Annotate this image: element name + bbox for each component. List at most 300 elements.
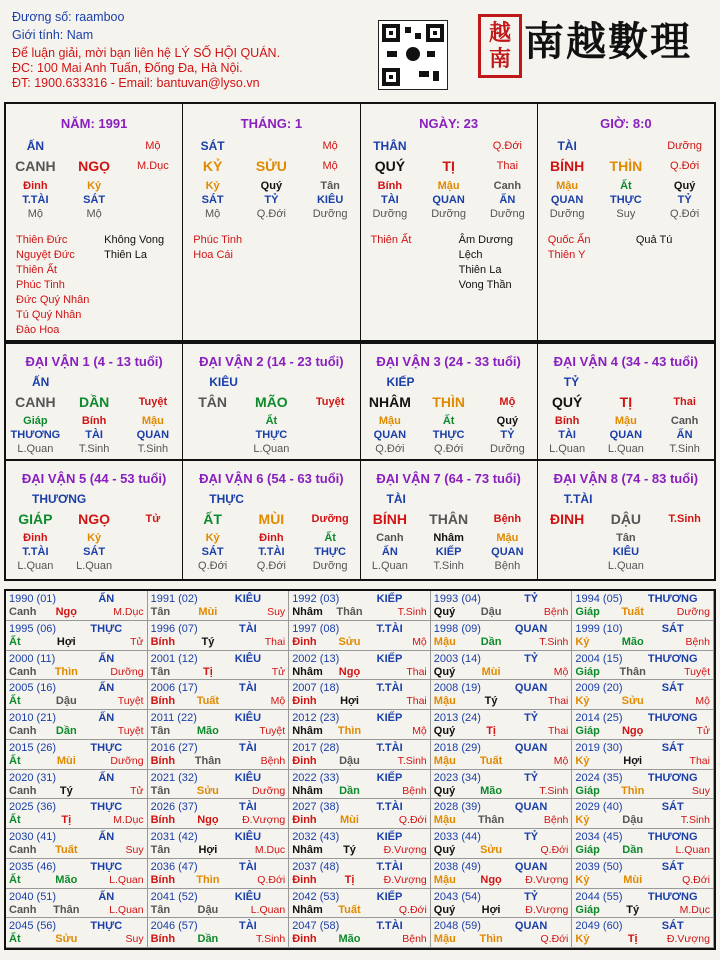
- stem-branch-line: [6, 844, 147, 857]
- year-label: 2048 (59): [433, 920, 481, 933]
- year-label: 2041 (52): [150, 890, 198, 903]
- year-line: [431, 710, 572, 725]
- hidden-stem: Canh: [670, 415, 699, 427]
- stem-branch-line: [289, 874, 430, 887]
- hidden-god: ẤN: [499, 194, 516, 206]
- hidden-state: Dưỡng: [489, 443, 525, 455]
- year-label: 1994 (05): [575, 593, 623, 605]
- year-line: [431, 859, 572, 874]
- stem: Kỷ: [575, 695, 590, 708]
- state: Bệnh: [685, 635, 710, 648]
- year-label: 1995 (06): [9, 622, 57, 635]
- branch: Tuất: [55, 844, 78, 856]
- star-list: [6, 233, 182, 338]
- dai-van-title: ĐẠI VẬN 4 (34 - 43 tuổi): [553, 354, 699, 369]
- hidden-stem: Đinh: [23, 532, 48, 544]
- stem: Mậu: [433, 695, 456, 708]
- stem-branch-line: [431, 904, 572, 917]
- year-cell: [6, 829, 148, 859]
- branch: Sửu: [55, 933, 78, 946]
- hidden-god: TỶ: [264, 194, 279, 206]
- hidden-god: KIẾP: [435, 546, 462, 558]
- state: L.Quan: [250, 903, 286, 916]
- star-item: Không Vong: [104, 234, 165, 246]
- year-line: [148, 770, 289, 785]
- year-label: 2000 (11): [9, 652, 56, 665]
- hidden-stems: [361, 531, 537, 545]
- ten-god-row: [6, 375, 182, 389]
- ten-god: SÁT: [661, 860, 684, 873]
- ten-god: TÀI: [239, 920, 257, 933]
- branch: Dậu: [622, 814, 644, 827]
- branch: Tuất: [338, 903, 361, 916]
- hidden-stems: [538, 179, 714, 193]
- dai-van-8: [538, 461, 714, 579]
- stem-branch-line: [431, 695, 572, 708]
- stem-branch-line: [289, 904, 430, 917]
- stem: Giáp: [575, 903, 600, 916]
- year-label: 2010 (21): [9, 712, 57, 724]
- year-line: [289, 770, 430, 785]
- ten-god: TÀI: [239, 801, 257, 814]
- branch: Dần: [480, 635, 502, 648]
- year-cell: [431, 680, 573, 710]
- year-line: [6, 651, 147, 666]
- hidden-god: THỰC: [610, 194, 642, 206]
- year-line: [289, 710, 430, 725]
- year-cell: [148, 651, 290, 681]
- state: T.Sinh: [397, 606, 427, 618]
- stem: Ất: [9, 933, 21, 946]
- ten-god: SÁT: [661, 741, 684, 754]
- ten-god: KIẾP: [376, 593, 403, 605]
- hidden-state: Suy: [616, 208, 636, 220]
- ten-god: T.TÀI: [376, 920, 403, 933]
- stem: Canh: [9, 606, 37, 618]
- ten-god: SÁT: [661, 920, 684, 933]
- stem-branch-line: [289, 695, 430, 708]
- brand-logo: 南越數理: [524, 18, 692, 65]
- state: Tuyệt: [117, 725, 144, 737]
- hidden-stem: Kỷ: [205, 180, 220, 192]
- stem-branch-line: [572, 844, 713, 857]
- ten-god: THƯƠNG: [647, 652, 698, 665]
- ten-god: ẤN: [26, 139, 45, 153]
- hidden-stem: Ất: [324, 532, 336, 544]
- year-cell: [572, 859, 714, 889]
- year-line: [289, 889, 430, 904]
- branch: Dậu: [197, 903, 219, 916]
- year-line: [6, 680, 147, 695]
- branch: THÌN: [432, 394, 465, 410]
- state: Mộ: [499, 396, 516, 408]
- four-pillars: [4, 102, 716, 342]
- branch: Mùi: [623, 873, 643, 886]
- ten-god: TỶ: [563, 375, 580, 389]
- star-item: Đức Quý Nhân: [16, 294, 90, 306]
- state: M.Dục: [113, 814, 144, 827]
- state: L.Quan: [675, 844, 710, 856]
- hidden-god: [301, 428, 360, 442]
- star-item: Quả Tú: [635, 234, 673, 246]
- year-cell: [289, 799, 431, 829]
- ten-god: KIÊU: [234, 652, 262, 665]
- state: Đ.Vượng: [383, 844, 427, 856]
- spacer: [65, 139, 124, 153]
- hidden-stems: [538, 414, 714, 428]
- ten-god: THỰC: [209, 492, 244, 506]
- year-line: [431, 621, 572, 636]
- stem-branch-line: [289, 636, 430, 649]
- stem-branch-line: [6, 695, 147, 708]
- stem: Đinh: [292, 695, 317, 708]
- hidden-stem: Quý: [673, 180, 696, 192]
- stem: Tân: [150, 665, 171, 678]
- year-line: [148, 829, 289, 844]
- hidden-state: Q.Đới: [434, 443, 464, 455]
- state: Dưỡng: [667, 140, 702, 152]
- state: M.Dục: [113, 606, 144, 618]
- dai-van-row-2: [4, 459, 716, 581]
- stem-branch-row: [361, 159, 537, 173]
- hidden-states: [361, 442, 537, 456]
- hidden-states: [183, 559, 359, 573]
- state: Tử: [696, 725, 710, 737]
- stem-branch-row: [538, 395, 714, 409]
- hidden-stem: Tân: [616, 532, 636, 544]
- year-cell: [6, 859, 148, 889]
- state: Q.Đới: [682, 873, 710, 886]
- hidden-stem: Mậu: [614, 415, 637, 427]
- stem-branch-line: [572, 814, 713, 827]
- stem: Mậu: [433, 635, 456, 648]
- state: Tuyệt: [117, 695, 144, 708]
- year-label: 2040 (51): [9, 890, 57, 903]
- stem-branch-line: [148, 755, 289, 768]
- hidden-stem: Kỷ: [87, 532, 102, 544]
- state: Mộ: [553, 665, 569, 678]
- hidden-state: Dưỡng: [489, 208, 525, 220]
- stem: Quý: [433, 606, 456, 618]
- header-info: [12, 10, 280, 91]
- branch: Mão: [338, 933, 361, 946]
- stem-branch-line: [6, 933, 147, 946]
- branch: Dậu: [480, 606, 502, 618]
- branch: Tý: [343, 844, 356, 856]
- stem: Mậu: [433, 933, 456, 946]
- branch: SỬU: [255, 158, 287, 174]
- branch: Ngọ: [55, 606, 77, 618]
- ten-god: KIẾP: [376, 652, 403, 665]
- stem: Mậu: [433, 814, 456, 827]
- hidden-states: [183, 207, 359, 221]
- stem: ẤT: [203, 511, 222, 527]
- state: Suy: [125, 933, 144, 946]
- hidden-god: T.TÀI: [22, 546, 49, 558]
- branch: Sửu: [621, 695, 644, 708]
- state: Tử: [145, 513, 161, 525]
- state: Suy: [267, 606, 286, 618]
- ten-god: KIÊU: [234, 712, 262, 724]
- hidden-god: ẤN: [676, 429, 693, 441]
- year-cell: [289, 889, 431, 919]
- year-cell: [572, 680, 714, 710]
- branch: Dần: [55, 725, 77, 737]
- state: Đ.Vượng: [242, 814, 286, 827]
- hidden-state: T.Sinh: [433, 560, 464, 572]
- year-cell: [572, 889, 714, 919]
- stem-branch-line: [572, 666, 713, 679]
- year-line: [148, 799, 289, 814]
- stem: Mậu: [433, 754, 456, 767]
- year-label: 1997 (08): [292, 622, 340, 635]
- year-label: 2034 (45): [575, 831, 623, 843]
- state: Đ.Vượng: [525, 903, 569, 916]
- hidden-state: Q.Đới: [670, 208, 700, 220]
- year-line: [148, 889, 289, 904]
- branch: Tý: [626, 903, 640, 916]
- state: Q.Đới: [398, 814, 427, 827]
- ten-god: QUAN: [514, 920, 548, 933]
- year-label: 2026 (37): [150, 801, 198, 814]
- year-cell: [572, 710, 714, 740]
- hidden-state: T.Sinh: [78, 443, 110, 455]
- star-item: Hoa Cái: [193, 249, 233, 261]
- year-label: 2028 (39): [433, 801, 481, 814]
- hidden-stems: [183, 531, 359, 545]
- year-cell: [289, 710, 431, 740]
- hidden-god: SÁT: [201, 194, 224, 206]
- branch: Mùi: [481, 665, 501, 678]
- year-line: [6, 621, 147, 636]
- hidden-state: Mộ: [27, 208, 44, 220]
- state: Dưỡng: [311, 513, 349, 525]
- hidden-state: L.Quan: [607, 560, 644, 572]
- year-cell: [431, 889, 573, 919]
- phone-email-line: ĐT: 1900.633316 - Email: bantuvan@lyso.vn: [12, 76, 260, 90]
- hidden-state: [655, 559, 714, 573]
- hidden-state: L.Quan: [17, 443, 54, 455]
- ten-god: KIẾP: [376, 831, 403, 843]
- ten-god: KIẾP: [376, 890, 403, 903]
- branch: Hợi: [198, 844, 218, 856]
- stem-branch-line: [572, 874, 713, 887]
- stem-branch-line: [572, 933, 713, 946]
- year-label: 2035 (46): [9, 860, 57, 873]
- ten-god: SÁT: [661, 622, 684, 635]
- year-cell: [6, 591, 148, 621]
- ten-god: KIÊU: [234, 890, 262, 903]
- stem-branch-row: [183, 512, 359, 526]
- branch: Dần: [197, 933, 219, 946]
- year-label: 1992 (03): [292, 593, 340, 605]
- hidden-stems: [6, 179, 182, 193]
- year-label: 2006 (17): [150, 682, 198, 695]
- state: Tử: [130, 635, 144, 648]
- year-line: [289, 859, 430, 874]
- hidden-stem: Mậu: [378, 415, 401, 427]
- branch: Mùi: [56, 754, 76, 767]
- stem-branch-row: [183, 159, 359, 173]
- star-item: Thiên Ất: [370, 234, 412, 246]
- stem: Ất: [9, 814, 21, 827]
- year-cell: [148, 680, 290, 710]
- ten-god: KIÊU: [234, 771, 262, 784]
- ten-god: ẤN: [32, 375, 50, 389]
- state: T.Sinh: [397, 754, 427, 767]
- year-label: 2042 (53): [292, 890, 340, 903]
- year-cell: [289, 918, 431, 948]
- pillar-title: GIỜ: 8:0: [600, 116, 652, 131]
- year-cell: [572, 799, 714, 829]
- hidden-state: [538, 559, 597, 573]
- year-line: [431, 918, 572, 933]
- stem-branch-line: [148, 844, 289, 857]
- stem: Quý: [433, 844, 456, 856]
- hidden-god: THỰC: [255, 429, 288, 441]
- ten-god: THỰC: [90, 741, 123, 754]
- hidden-stems: [361, 179, 537, 193]
- ten-god: ẤN: [98, 831, 115, 843]
- hidden-stem: Đinh: [259, 532, 284, 544]
- branch: Thân: [477, 814, 505, 827]
- stem-branch-line: [431, 785, 572, 798]
- year-cell: [431, 859, 573, 889]
- qr-code-icon: [378, 20, 448, 90]
- ten-god: TỶ: [524, 831, 539, 843]
- ten-god: TÀI: [239, 741, 257, 754]
- state: Bệnh: [543, 606, 569, 618]
- hidden-stem: Ất: [265, 415, 278, 427]
- hidden-state: L.Quan: [607, 443, 644, 455]
- state: Suy: [125, 844, 144, 856]
- stem-branch-line: [148, 904, 289, 917]
- year-line: [289, 740, 430, 755]
- hidden-states: [361, 559, 537, 573]
- state: Dưỡng: [676, 606, 710, 618]
- stem: Nhâm: [292, 606, 323, 618]
- hidden-states: [6, 207, 182, 221]
- state: Thai: [406, 665, 427, 678]
- year-cell: [6, 918, 148, 948]
- gender: Giới tính: Nam: [12, 28, 94, 42]
- ten-god: T.TÀI: [376, 741, 403, 754]
- state: Bệnh: [493, 513, 522, 525]
- ten-god: TÀI: [239, 682, 257, 695]
- year-cell: [572, 651, 714, 681]
- branch: Mão: [621, 635, 644, 648]
- branch: THÌN: [609, 158, 643, 174]
- branch: Thìn: [337, 725, 362, 737]
- branch: Thìn: [479, 933, 503, 946]
- ten-god-row: [538, 492, 714, 506]
- year-line: [289, 918, 430, 933]
- state: T.Sinh: [668, 513, 701, 525]
- star-item: Nguyệt Đức: [16, 249, 75, 261]
- branch: Thân: [53, 903, 80, 916]
- branch: MÃO: [255, 394, 288, 410]
- star-item: Phúc Tinh: [16, 279, 65, 291]
- hidden-states: [538, 442, 714, 456]
- year-line: [431, 680, 572, 695]
- stem: BÍNH: [372, 511, 407, 527]
- year-line: [572, 740, 713, 755]
- branch: Sửu: [480, 844, 503, 856]
- branch: Dậu: [339, 754, 360, 767]
- year-line: [431, 829, 572, 844]
- year-cell: [148, 829, 290, 859]
- stem-branch-line: [431, 844, 572, 857]
- stem: Nhâm: [292, 844, 323, 856]
- year-line: [6, 829, 147, 844]
- year-cell: [289, 591, 431, 621]
- year-label: 2029 (40): [575, 801, 623, 814]
- branch: Ngọ: [338, 665, 361, 678]
- year-cell: [572, 740, 714, 770]
- year-cell: [289, 740, 431, 770]
- hidden-stem: Canh: [493, 180, 522, 192]
- branch: Dậu: [55, 695, 77, 708]
- star-item: Vong Thần: [458, 279, 512, 291]
- hidden-stem: Bính: [554, 415, 580, 427]
- ten-god: THƯƠNG: [647, 593, 698, 605]
- stem: Bính: [150, 873, 176, 886]
- state: Dưỡng: [110, 754, 144, 767]
- top-row: [538, 139, 714, 153]
- top-row: [6, 139, 182, 153]
- ten-god: TỶ: [524, 652, 539, 665]
- ten-god: QUAN: [514, 860, 548, 873]
- stem-branch-line: [148, 874, 289, 887]
- owner-name: Đương số: raamboo: [12, 10, 125, 24]
- year-label: 2020 (31): [9, 771, 57, 784]
- stem: BÍNH: [550, 158, 585, 174]
- year-line: [289, 621, 430, 636]
- branch: Ngọ: [197, 814, 219, 827]
- hidden-state: L.Quan: [371, 560, 408, 572]
- hidden-gods: [183, 193, 359, 207]
- year-cell: [148, 770, 290, 800]
- branch: Dần: [622, 844, 644, 856]
- hidden-stem: [301, 414, 360, 428]
- hidden-stem: Ất: [442, 415, 455, 427]
- hidden-state: [124, 559, 183, 573]
- ten-god: THƯƠNG: [647, 890, 698, 903]
- ten-god: ẤN: [98, 712, 115, 724]
- state: Suy: [691, 784, 710, 797]
- dai-van-4: [538, 344, 714, 459]
- branch: Mùi: [198, 606, 218, 618]
- ten-god: SÁT: [200, 139, 225, 153]
- stem-branch-line: [431, 725, 572, 738]
- stem-branch-line: [6, 755, 147, 768]
- ten-god: KIẾP: [376, 771, 403, 784]
- stem: Kỷ: [575, 635, 590, 648]
- hidden-state: Q.Đới: [256, 208, 286, 220]
- dai-van-title: ĐẠI VẬN 2 (14 - 23 tuổi): [199, 354, 344, 369]
- state: Q.Đới: [257, 873, 286, 886]
- year-line: [572, 829, 713, 844]
- stem: Nhâm: [292, 784, 323, 797]
- spacer: [597, 139, 656, 153]
- year-label: 2045 (56): [9, 920, 57, 933]
- branch: Tý: [484, 695, 498, 708]
- year-line: [148, 859, 289, 874]
- branch: Thân: [194, 754, 222, 767]
- hidden-god: SÁT: [201, 546, 224, 558]
- branch: Tị: [344, 873, 355, 886]
- year-label: 1998 (09): [433, 622, 481, 635]
